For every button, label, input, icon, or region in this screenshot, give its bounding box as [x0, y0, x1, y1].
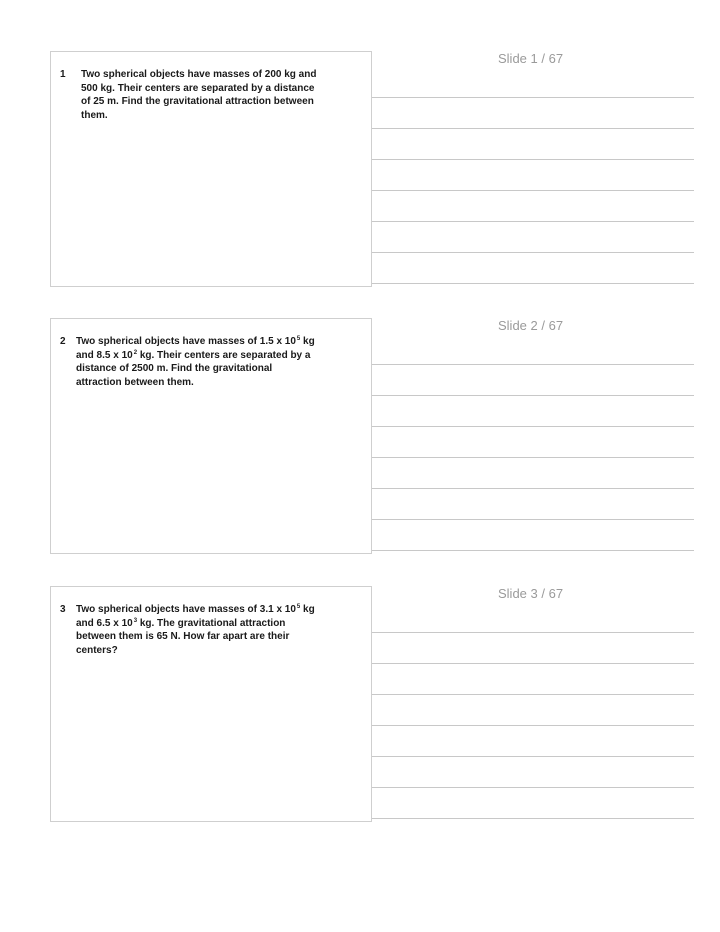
note-line	[372, 818, 694, 819]
question-line-text: Two spherical objects have masses of 3.1 x 10	[76, 604, 296, 615]
slide-thumbnail	[50, 51, 372, 287]
question-line: 500 kg. Their centers are separated by a distance	[81, 82, 315, 94]
question-line: Two spherical objects have masses of 200 kg and	[81, 69, 317, 80]
slide-label: Slide 3 / 67	[498, 586, 564, 601]
slide-label: Slide 1 / 67	[498, 51, 564, 66]
slide-block-2	[0, 318, 720, 578]
note-line	[372, 97, 694, 98]
question-text	[76, 335, 315, 389]
note-line	[372, 632, 694, 633]
question-number: 3	[60, 604, 66, 615]
question-line-text: Two spherical objects have masses of 1.5 x 10	[76, 336, 296, 347]
question-line-text: and 6.5 x 10	[76, 617, 133, 629]
note-line	[372, 252, 694, 253]
question-line: between them is 65 N. How far apart are their	[76, 631, 290, 643]
exponent: 5	[296, 604, 301, 610]
question-line	[76, 335, 315, 349]
question-line	[76, 603, 315, 617]
note-line	[372, 787, 694, 788]
note-line	[372, 694, 694, 695]
question-line	[76, 349, 315, 363]
slide-block-1	[0, 51, 720, 311]
slide-thumbnail	[50, 586, 372, 822]
note-line	[372, 663, 694, 664]
question-number: 2	[60, 336, 66, 347]
note-line	[372, 457, 694, 458]
exponent: 3	[133, 617, 138, 624]
note-line	[372, 725, 694, 726]
note-line	[372, 221, 694, 222]
exponent: 5	[296, 336, 301, 342]
note-line	[372, 395, 694, 396]
exponent: 2	[133, 349, 138, 356]
slide-label: Slide 2 / 67	[498, 318, 564, 333]
note-line	[372, 488, 694, 489]
note-line	[372, 283, 694, 284]
question-line-text: kg. The gravitational attraction	[137, 617, 286, 629]
question-line-text: kg	[300, 336, 315, 347]
question-number: 1	[60, 69, 66, 80]
note-line	[372, 128, 694, 129]
question-text	[76, 603, 315, 657]
question-line-text: kg. Their centers are separated by a	[137, 349, 311, 361]
question-text	[81, 68, 316, 122]
question-line-text: kg	[300, 604, 315, 615]
note-line	[372, 426, 694, 427]
question-line: centers?	[76, 644, 118, 656]
note-line	[372, 159, 694, 160]
note-line	[372, 364, 694, 365]
question-line: them.	[81, 109, 108, 121]
question-line	[76, 617, 315, 631]
note-line	[372, 519, 694, 520]
slide-thumbnail	[50, 318, 372, 554]
note-line	[372, 756, 694, 757]
slide-block-3	[0, 586, 720, 846]
question-line: distance of 2500 m. Find the gravitational	[76, 363, 273, 375]
note-line	[372, 190, 694, 191]
note-line	[372, 550, 694, 551]
question-line-text: and 8.5 x 10	[76, 349, 133, 361]
question-line: attraction between them.	[76, 376, 194, 388]
question-line: of 25 m. Find the gravitational attraction between	[81, 96, 314, 108]
